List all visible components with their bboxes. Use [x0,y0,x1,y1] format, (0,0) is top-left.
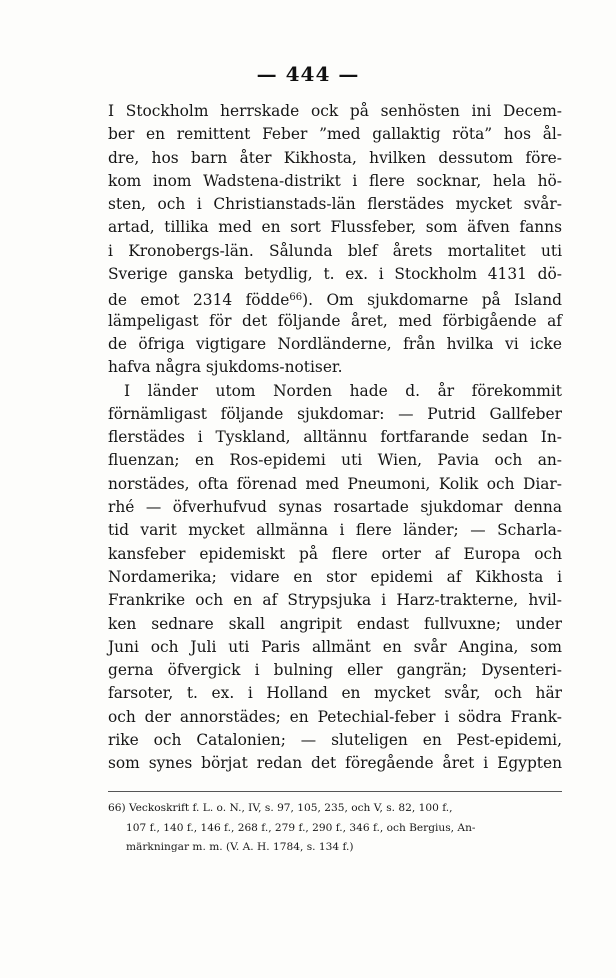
text-line: ber en remittent Feber ”med gallaktig röta” hos ål- [108,125,562,144]
text-line: flerstädes i Tyskland, alltännu fortfarande sedan In- [108,428,562,447]
text-line: I länder utom Norden hade d. år förekommit [124,381,562,400]
text-line: lämpeligast för det följande året, med förbigående af [108,311,562,330]
text-line: dre, hos barn åter Kikhosta, hvilken dessutom före- [108,148,562,167]
text-line: artad, tillika med en sort Flussfeber, som äfven fanns [108,218,562,237]
text-line: kansfeber epidemiskt på flere orter af Europa och [108,544,562,563]
text-fragment: de emot 2314 födde [108,291,290,310]
main-text [108,100,562,776]
text-line: hafva några sjukdoms-notiser. [108,358,343,377]
text-line: gerna öfvergick i bulning eller gangrän; Dysenteri- [108,661,562,680]
text-line: fluenzan; en Ros-epidemi uti Wien, Pavia och an- [108,451,562,470]
text-line: norstädes, ofta förenad med Pneumoni, Kolik och Diar- [108,474,562,493]
text-line: Frankrike och en af Strypsjuka i Harz-trakterne, hvil- [108,591,562,610]
text-line: ken sednare skall angripit endast fullvuxne; under [108,614,562,633]
text-line: förnämligast följande sjukdomar: — Putrid Gallfeber [108,404,562,423]
text-line: i Kronobergs-län. Sålunda blef årets mortalitet uti [108,241,562,260]
footnote-reference[interactable]: 66 [289,292,303,304]
text-line: I Stockholm herrskade ock på senhösten ini Decem- [108,102,562,120]
text-line: Nordamerika; vidare en stor epidemi af Kikhosta i [108,567,562,586]
text-line: och der annorstädes; en Petechial-feber i södra Frank- [108,707,562,726]
text-line: som synes börjat redan det föregående året i Egypten [108,754,562,773]
page-number: — 444 — [256,62,360,86]
text-line: kom inom Wadstena-distrikt i flere socknar, hela hö- [108,171,562,190]
text-fragment: ). Om sjukdomarne på Island [302,291,562,310]
text-line: Juni och Juli uti Paris allmänt en svår Angina, som [108,637,562,656]
text-line: rike och Catalonien; — sluteligen en Pest-epidemi, [108,731,562,750]
text-line: sten, och i Christianstads-län flerstädes mycket svår- [108,195,562,214]
footnote-line: 66) Veckoskrift f. L. o. N., IV, s. 97, 105, 235, och V, s. 82, 100 f., [108,802,453,814]
text-line: rhé — öfverhufvud synas rosartade sjukdomar denna [108,498,562,517]
text-line-with-footnote [108,286,562,309]
text-line: Sverige ganska betydlig, t. ex. i Stockholm 4131 dö- [108,265,562,284]
footnote-line: 107 f., 140 f., 146 f., 268 f., 279 f., 290 f., 346 f., och Bergius, An- [126,821,476,834]
text-line: de öfriga vigtigare Nordländerne, från hvilka vi icke [108,334,562,353]
footnote-line: märkningar m. m. (V. A. H. 1784, s. 134 f.) [126,841,354,853]
text-line: tid varit mycket allmänna i flere länder; — Scharla- [108,521,562,540]
footnote-divider [108,791,562,792]
text-line: farsoter, t. ex. i Holland en mycket svår, och här [108,684,562,703]
footnote [108,799,562,858]
